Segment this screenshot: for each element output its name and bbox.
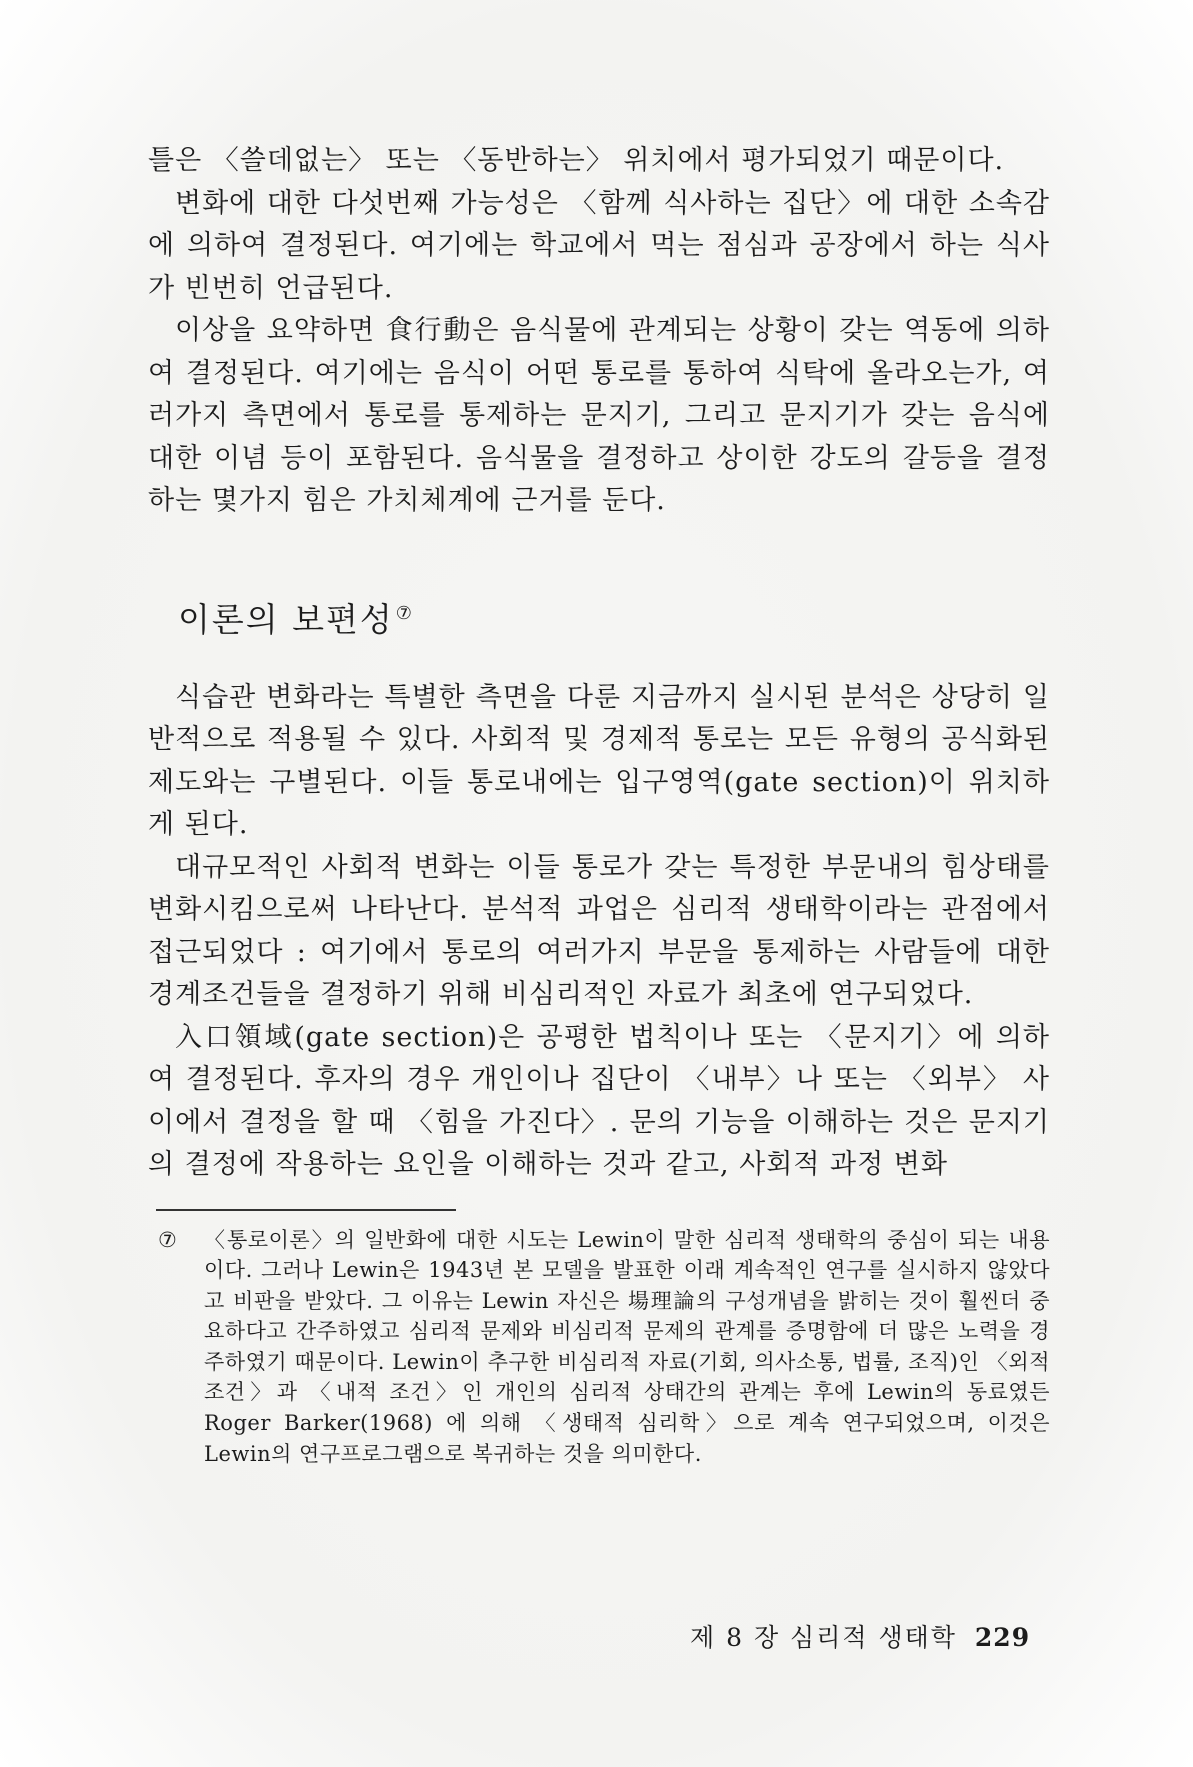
section-body xyxy=(148,677,1050,1187)
paragraph-continued: 틀은 〈쓸데없는〉 또는 〈동반하는〉 위치에서 평가되었기 때문이다. xyxy=(148,145,1005,176)
book-page xyxy=(148,140,1050,1469)
paragraph: 대규모적인 사회적 변화는 이들 통로가 갖는 특정한 부문내의 힘상태를 변화시킴으로써 나타난다. 분석적 과업은 심리적 생태학이라는 관점에서 접근되었다 : 여기에서 통로의 여러가지 부문을 통제하는 사람들에 대한 경계조건들을 결정하기 위해 비심리적인 자료가 최초에 연구되었다. xyxy=(148,851,1050,1010)
chapter-title: 제 8 장 심리적 생태학 xyxy=(690,1623,957,1652)
footnote-divider xyxy=(156,1209,456,1211)
footnote xyxy=(158,1225,1050,1470)
page-number: 229 xyxy=(974,1623,1031,1652)
footnote-marker: ⑦ xyxy=(158,1227,178,1252)
footnote-reference: ⑦ xyxy=(395,602,414,624)
section-heading xyxy=(178,591,1050,643)
running-footer xyxy=(690,1618,1030,1654)
paragraph: 이상을 요약하면 食行動은 음식물에 관계되는 상황이 갖는 역동에 의하여 결정된다. 여기에는 음식이 어떤 통로를 통하여 식탁에 올라오는가, 여러가지 측면에서 통로를 통제하는 문지기, 그리고 문지기가 갖는 음식에 대한 이념 등이 포함된다. 음식물을 결정하고 상이한 강도의 갈등을 결정하는 몇가지 힘은 가치체계에 근거를 둔다. xyxy=(148,315,1050,516)
paragraph: 入口領域(gate section)은 공평한 법칙이나 또는 〈문지기〉에 의하여 결정된다. 후자의 경우 개인이나 집단이 〈내부〉나 또는 〈외부〉 사이에서 결정을 할 때 〈힘을 가진다〉. 문의 기능을 이해하는 것은 문지기의 결정에 작용하는 요인을 이해하는 것과 같고, 사회적 과정 변화 xyxy=(148,1021,1050,1180)
paragraph: 변화에 대한 다섯번째 가능성은 〈함께 식사하는 집단〉에 대한 소속감에 의하여 결정된다. 여기에는 학교에서 먹는 점심과 공장에서 하는 식사가 빈번히 언급된다. xyxy=(148,187,1050,304)
section-heading-text: 이론의 보편성 xyxy=(178,599,394,639)
footnote-text: 〈통로이론〉의 일반화에 대한 시도는 Lewin이 말한 심리적 생태학의 중심이 되는 내용이다. 그러나 Lewin은 1943년 본 모델을 발표한 이래 계속적인 연구를 실시하지 않았다고 비판을 받았다. 그 이유는 Lewin 자신은 場理論의 구성개념을 밝히는 것이 훨씬더 중요하다고 간주하였고 심리적 문제와 비심리적 문제의 관계를 증명함에 더 많은 노력을 경주하였기 때문이다. Lewin이 추구한 비심리적 자료(기회, 의사소통, 법률, 조직)인 〈외적 조건〉과 〈내적 조건〉인 개인의 심리적 상태간의 관계는 후에 Lewin의 동료였든 Roger Barker(1968) 에 의해 〈생태적 심리학〉으로 계속 연구되었으며, 이것은 Lewin의 연구프로그램으로 복귀하는 것을 의미한다. xyxy=(204,1227,1050,1466)
paragraph: 식습관 변화라는 특별한 측면을 다룬 지금까지 실시된 분석은 상당히 일반적으로 적용될 수 있다. 사회적 및 경제적 통로는 모든 유형의 공식화된 제도와는 구별된다. 이들 통로내에는 입구영역(gate section)이 위치하게 된다. xyxy=(148,681,1050,840)
